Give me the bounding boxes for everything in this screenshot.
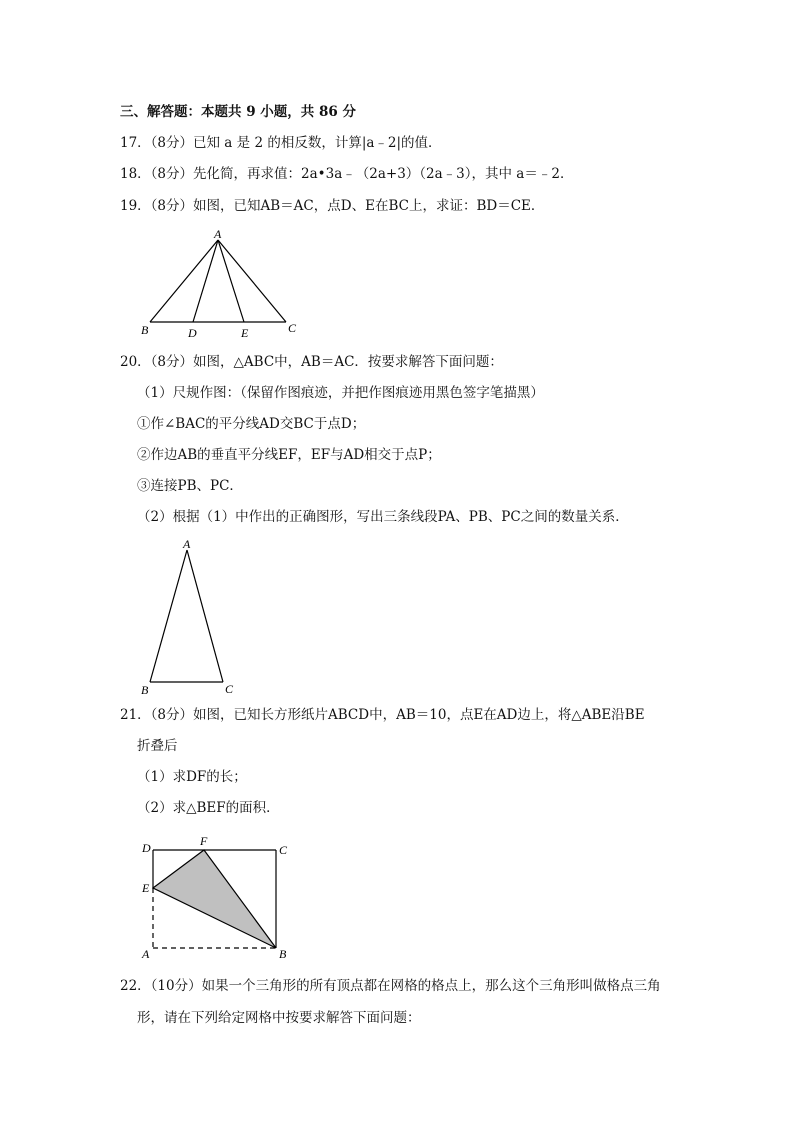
label-B: B	[279, 947, 287, 961]
problem-20-part2: （2）根据（1）中作出的正确图形，写出三条线段PA、PB、PC之间的数量关系．	[137, 509, 629, 525]
figure-21-rectangle	[138, 832, 298, 962]
problem-21-stem: 21．（8分）如图，已知长方形纸片ABCD中，AB＝10，点E在AD边上，将△ABE沿BE	[120, 707, 645, 723]
label-E: E	[241, 326, 249, 340]
label-D: D	[188, 326, 197, 340]
problem-22-stem-cont: 形，请在下列给定网格中按要求解答下面问题：	[137, 1010, 421, 1026]
label-C: C	[288, 321, 297, 335]
section-title: 三、解答题：本题共 9 小题，共 86 分	[120, 104, 356, 120]
problem-20-step1: ①作∠BAC的平分线AD交BC于点D；	[137, 416, 366, 432]
label-B: B	[141, 323, 149, 337]
problem-22-stem: 22．（10分）如果一个三角形的所有顶点都在网格的格点上，那么这个三角形叫做格点三角	[120, 978, 661, 994]
figure-19-triangle	[138, 226, 308, 342]
problem-20-part1: （1）尺规作图：（保留作图痕迹，并把作图痕迹用黑色签字笔描黑）	[137, 385, 544, 401]
problem-21-part2: （2）求△BEF的面积．	[137, 800, 280, 816]
problem-21-stem-cont: 折叠后	[137, 738, 178, 754]
problem-20-stem: 20．（8分）如图，△ABC中，AB＝AC．按要求解答下面问题：	[120, 354, 503, 370]
label-C: C	[225, 682, 234, 696]
label-A: A	[183, 537, 191, 551]
problem-20-step3: ③连接PB、PC．	[137, 478, 243, 494]
problem-18: 18．（8分）先化简，再求值：2a•3a﹣（2a+3）（2a﹣3），其中 a＝﹣2．	[120, 166, 574, 182]
problem-19: 19．（8分）如图，已知AB＝AC，点D、E在BC上，求证：BD＝CE．	[120, 198, 545, 214]
label-E: E	[142, 881, 150, 895]
problem-21-part1: （1）求DF的长；	[137, 769, 247, 785]
figure-20-triangle	[138, 536, 248, 700]
label-C: C	[279, 843, 288, 857]
label-B: B	[141, 683, 149, 697]
label-D: D	[142, 841, 151, 855]
label-A: A	[214, 227, 222, 241]
problem-20-step2: ②作边AB的垂直平分线EF，EF与AD相交于点P；	[137, 447, 441, 463]
label-F: F	[200, 834, 208, 848]
problem-17: 17．（8分）已知 a 是 2 的相反数，计算|a﹣2|的值．	[120, 135, 442, 151]
label-A: A	[142, 947, 150, 961]
